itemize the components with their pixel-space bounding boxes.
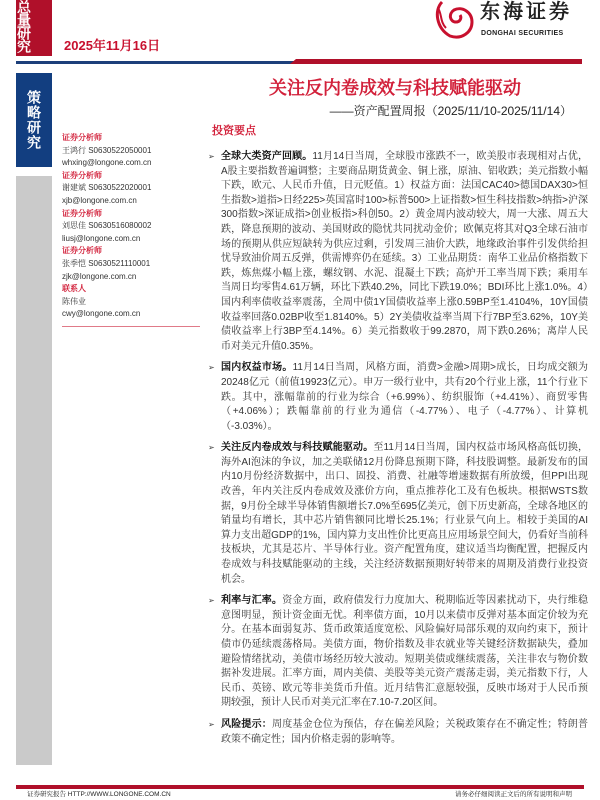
- key-point-text: 资金方面，政府债发行力度加大、税期临近等因素扰动下，央行维稳意图明显，预计资金面无忧。利率债方面，10月以来债市反弹对基本面定价较为充分。在基本面弱复苏、货币政策适度宽松、风险偏好局部乐观的双向约束下，预计债市仍延续震荡格局。美债方面，物价指数及非农就业等关键经济数据缺失，叠加避险情绪扰动，美债市场经历较大波动。短期美债或继续震荡，关注非农与物价数据补发进展。汇率方面，周内美债、美股等美元资产震荡走弱，美元指数下行，人民币、英镑、欧元等非美货币升值。近月结售汇意愿较强，反映市场对于人民币预期较强，预计人民币对美元汇率在7.10-7.20区间。: [221, 595, 589, 709]
- footer-left[interactable]: 证券研究报告 HTTP://WWW.LONGONE.COM.CN: [27, 791, 171, 798]
- analyst-name: 王鸿行 S0630522050001: [62, 145, 152, 155]
- key-point-lead: 全球大类资产回顾。: [221, 151, 313, 162]
- key-points-heading: 投资要点: [212, 125, 256, 137]
- analyst-divider: [62, 326, 200, 327]
- analyst-entry: [62, 132, 202, 170]
- arrow-bullet-icon: ➢: [208, 596, 215, 606]
- analyst-name: 谢建斌 S0630522020001: [62, 183, 152, 193]
- arrow-bullet-icon: ➢: [208, 152, 215, 161]
- key-point-lead: 关注反内卷成效与科技赋能驱动。: [221, 442, 374, 454]
- key-point-text: 11月14日当周，全球股市涨跌不一，欧美股市表现相对占优，A股主要指数普遍调整；主要商品期货黄金、铜上涨，原油、铝收跌；美元指数小幅下跌，欧元、人民币升值，日元贬值。1）权益方面：法国CAC40>德国DAX30>恒生指数>道指>日经225>英国富时100>标普500>上证指数>恒生科技指数>纳指>沪深300指数>深证成指>创业板指>科创50。2）黄金周内波动较大，周一大涨、周五大跌，降息预期的波动、美国财政的隐忧共同扰动金价；欧佩克将其对Q3全球石油市场的预期从供应短缺转为供应过剩，引发周三油价大跌，地缘政治事件引发供给担忧导致油价周五反弹，供需博弈仍在延续。3）工业品期货：南华工业品价格指数下跌，炼焦煤小幅上涨，螺纹钢、水泥、混凝土下跌；高炉开工率当周下跌；乘用车当周日均零售4.61万辆，环比下跌40.2%，同比下跌19.0%；BDI环比上涨1.0%。4）国内利率债收益率震荡，全周中债1Y国债收益率上涨0.59BP至1.4104%，10Y国债收益率回落0.02BP收至1.8140%。5）2Y美债收益率当周下行7BP至3.62%，10Y美债收益率上行3BP至4.14%。6）美元指数收于99.2870，周下跌0.26%；离岸人民币对美元升值0.35%。: [221, 151, 588, 352]
- analyst-list: [62, 132, 202, 321]
- header-divider-red: [290, 59, 582, 64]
- contact-email[interactable]: cwy@longone.com.cn: [62, 309, 141, 319]
- key-point-text: 至11月14日当周，国内权益市场风格高低切换，海外AI泡沫的争议，加之美联储12月份降息预期下降，科技股调整。最新发布的国内10月份经济数据中，出口、固投、消费、社融等增速数据有所放缓，但PPI出现改善，年内关注反内卷成效及涨价方向，重点推荐化工及有色板块。根据WSTS数据，9月份全球半导体销售额增长7.0%至695亿美元，创下历史新高，全球各地区的销量均有增长，其中芯片销售额同比增长25.1%；行业景气向上。相较于美国的AI算力支出超GDP的1%，国内算力支出性价比更高且应用场景空间大，仍看好当前科技板块，尤其是芯片、半导体行业。资产配置角度，建议适当均衡配置，把握反内卷成效与科技赋能驱动的主线，关注经济数据预期好转带来的周期及消费行业投资机会。: [221, 442, 588, 585]
- analyst-name: 张季恺 S0630521110001: [62, 258, 151, 268]
- dragon-logo-icon: [432, 0, 476, 40]
- category-tab: 总量研究: [16, 0, 52, 56]
- analyst-role: 证券分析师: [62, 208, 102, 218]
- logo-text-cn: 东海证券: [480, 1, 572, 23]
- analyst-role: 证券分析师: [62, 246, 102, 256]
- report-title: 关注反内卷成效与科技赋能驱动: [269, 78, 521, 98]
- analyst-entry: [62, 208, 202, 246]
- key-point: [208, 594, 588, 711]
- analyst-entry: [62, 245, 202, 283]
- footer-divider: [16, 785, 584, 789]
- key-points-body: [208, 150, 588, 754]
- arrow-bullet-icon: ➢: [208, 363, 215, 373]
- contact-name: 陈伟业: [62, 296, 86, 306]
- contact-role: 联系人: [62, 284, 86, 294]
- arrow-bullet-icon: ➢: [208, 719, 215, 729]
- analyst-email[interactable]: zjk@longone.com.cn: [62, 271, 137, 281]
- key-point-text: 11月14日当周，风格方面，消费>金融>周期>成长，日均成交额为20248亿元（前值19923亿元）。申万一级行业中，共有20个行业上涨，11个行业下跌。其中，涨幅靠前的行业为综合（+6.99%）、纺织服饰（+4.41%）、商贸零售（+4.06%）；跌幅靠前的行业为通信（-4.77%）、电子（-4.77%）、计算机（-3.03%）。: [221, 362, 589, 432]
- analyst-email[interactable]: liusj@longone.com.cn: [62, 233, 141, 243]
- analyst-role: 证券分析师: [62, 170, 102, 180]
- key-point: [208, 361, 588, 434]
- report-subtitle: ——资产配置周报（2025/11/10-2025/11/14）: [329, 104, 572, 118]
- analyst-entry: [62, 170, 202, 208]
- key-point: [208, 441, 588, 587]
- section-tab: 策略研究: [16, 73, 52, 167]
- analyst-name: 刘思佳 S0630516080002: [62, 221, 152, 231]
- arrow-bullet-icon: ➢: [208, 443, 215, 453]
- report-date: 2025年11月16日: [64, 38, 161, 53]
- contact-entry: [62, 283, 202, 321]
- key-point: [208, 718, 588, 747]
- key-point-text: 周度基金仓位为预估，存在偏差风险；关税政策存在不确定性；特朗普政策不确定性；国内价格走弱的影响等。: [221, 718, 588, 745]
- sidebar-strip: [16, 176, 52, 765]
- logo-text-en: DONGHAI SECURITIES: [481, 30, 564, 37]
- key-point-lead: 国内权益市场。: [221, 362, 293, 374]
- header-divider-blue: [16, 61, 296, 64]
- key-point: [208, 150, 588, 354]
- analyst-email[interactable]: xjb@longone.com.cn: [62, 195, 137, 205]
- key-point-lead: 风险提示：: [221, 718, 272, 730]
- analyst-role: 证券分析师: [62, 133, 102, 142]
- analyst-email[interactable]: whxing@longone.com.cn: [62, 158, 152, 168]
- key-point-lead: 利率与汇率。: [221, 595, 283, 607]
- footer-disclaimer: 请务必仔细阅读正文后的所有说明和声明: [455, 791, 572, 798]
